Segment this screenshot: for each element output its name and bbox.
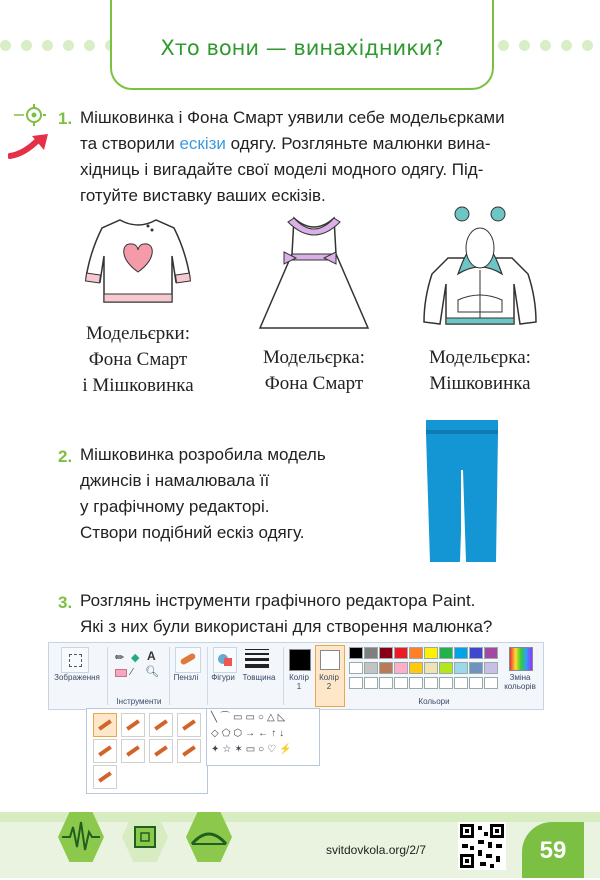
page-title: Хто вони — винахідники?	[160, 36, 444, 60]
task1-line1: Мішковинка і Фона Смарт уявили себе модельєрками	[80, 108, 505, 127]
palette-swatch[interactable]	[394, 647, 408, 659]
task3-line2: Які з них були використані для створення малюнка?	[80, 617, 493, 636]
gear-icon	[14, 102, 48, 128]
eskizy-link[interactable]: ескізи	[179, 134, 226, 153]
brush-item[interactable]	[93, 713, 117, 737]
paint-ribbon	[48, 642, 544, 710]
task1-line4: готуйте виставку ваших ескізів.	[80, 186, 326, 205]
task2-text	[80, 442, 400, 546]
brushes-popup	[86, 708, 208, 794]
palette-swatch[interactable]	[439, 662, 453, 674]
brush-item[interactable]	[93, 739, 117, 763]
pencil-icon[interactable]: ✏	[115, 652, 125, 664]
brush-item[interactable]	[121, 739, 145, 763]
jeans-drawing	[426, 420, 498, 562]
sweater-sketch	[82, 212, 194, 312]
footer-url[interactable]: svitdovkola.org/2/7	[326, 843, 427, 857]
shapes-popup	[206, 708, 320, 766]
magnifier-icon[interactable]: 🔍︎	[145, 666, 159, 678]
task1-number: 1.	[58, 109, 73, 128]
dress-sketch	[256, 214, 372, 332]
task2-line2: джинсів і намалювала її	[80, 471, 270, 490]
palette-swatch[interactable]	[469, 647, 483, 659]
palette-swatch[interactable]	[409, 647, 423, 659]
palette-swatch[interactable]	[364, 662, 378, 674]
palette-swatch[interactable]	[424, 662, 438, 674]
color1-label: Колір 1	[289, 673, 309, 691]
thickness-label: Товщина	[242, 673, 276, 682]
color2-label: Колір 2	[319, 673, 339, 691]
shapes-row-1[interactable]: ╲⌒▭▭○△◺	[211, 712, 289, 723]
task2-number: 2.	[58, 447, 73, 466]
brush-item[interactable]	[93, 765, 117, 789]
palette-swatch[interactable]	[424, 677, 438, 689]
qr-code-icon	[458, 822, 506, 870]
shapes-button[interactable]	[213, 647, 237, 673]
task1-line2: та створили ескізи одягу. Розгляньте малюнки вина-	[80, 134, 491, 153]
palette-swatch[interactable]	[379, 677, 393, 689]
palette-swatch[interactable]	[424, 647, 438, 659]
palette-swatch[interactable]	[439, 677, 453, 689]
color-picker-icon[interactable]: ⁄	[131, 667, 133, 678]
brush-item[interactable]	[149, 739, 173, 763]
palette-swatch[interactable]	[469, 677, 483, 689]
fill-icon[interactable]: ◆	[131, 652, 140, 664]
shapes-row-2[interactable]: ◇⬠⬡→←↑↓	[211, 728, 288, 739]
palette-swatch[interactable]	[469, 662, 483, 674]
eraser-icon[interactable]	[115, 669, 127, 677]
palette-swatch[interactable]	[454, 647, 468, 659]
palette-swatch[interactable]	[454, 677, 468, 689]
brushes-button[interactable]	[175, 647, 201, 673]
brush-item[interactable]	[177, 713, 201, 737]
image-label: Зображення	[54, 673, 100, 682]
palette-swatch[interactable]	[379, 662, 393, 674]
brushes-label: Пензлі	[173, 673, 199, 682]
palette-swatch[interactable]	[409, 677, 423, 689]
text-icon[interactable]: A	[147, 649, 156, 663]
brush-item[interactable]	[177, 739, 201, 763]
task2-line4: Створи подібний ескіз одягу.	[80, 523, 305, 542]
shapes-label: Фігури	[211, 673, 235, 682]
hoodie-sketch	[418, 204, 544, 332]
palette-swatch[interactable]	[439, 647, 453, 659]
palette-swatch[interactable]	[349, 662, 363, 674]
task2-line3: у графічному редакторі.	[80, 497, 270, 516]
arrow-icon	[8, 132, 52, 162]
palette-swatch[interactable]	[379, 647, 393, 659]
shapes-row-3[interactable]: ✦☆✶▭○♡⚡	[211, 744, 295, 755]
task1-text	[80, 105, 560, 209]
colors-label: Кольори	[418, 697, 450, 706]
edit-colors-icon[interactable]	[509, 647, 533, 671]
palette-swatch[interactable]	[484, 647, 498, 659]
tools-label: Інструменти	[116, 697, 162, 706]
palette-swatch[interactable]	[349, 647, 363, 659]
edit-colors-label: Зміна кольорів	[504, 673, 536, 691]
task3-number: 3.	[58, 593, 73, 612]
task3-line1: Розглянь інструменти графічного редактора Paint.	[80, 591, 476, 610]
caption-1: Модельєрки: Фона Смарт і Мішковинка	[82, 323, 194, 396]
brush-item[interactable]	[121, 713, 145, 737]
palette-swatch[interactable]	[484, 662, 498, 674]
caption-2: Модельєрка: Фона Смарт	[263, 347, 365, 394]
image-button[interactable]	[61, 647, 89, 673]
task1-line3: хідниць і вигадайте свої моделі модного одягу. Під-	[80, 160, 484, 179]
palette-swatch[interactable]	[364, 647, 378, 659]
color1-swatch[interactable]	[289, 649, 311, 671]
palette-swatch[interactable]	[454, 662, 468, 674]
header-dots-right	[498, 40, 593, 52]
palette-swatch[interactable]	[349, 677, 363, 689]
thickness-icon[interactable]	[245, 649, 269, 668]
caption-3: Модельєрка: Мішковинка	[429, 347, 531, 394]
palette-swatch[interactable]	[484, 677, 498, 689]
palette-swatch[interactable]	[394, 662, 408, 674]
palette-swatch[interactable]	[409, 662, 423, 674]
task2-line1: Мішковинка розробила модель	[80, 445, 326, 464]
task3-text	[80, 588, 560, 640]
palette-swatch[interactable]	[394, 677, 408, 689]
brush-item[interactable]	[149, 713, 173, 737]
palette-swatch[interactable]	[364, 677, 378, 689]
page-number: 59	[522, 822, 584, 878]
